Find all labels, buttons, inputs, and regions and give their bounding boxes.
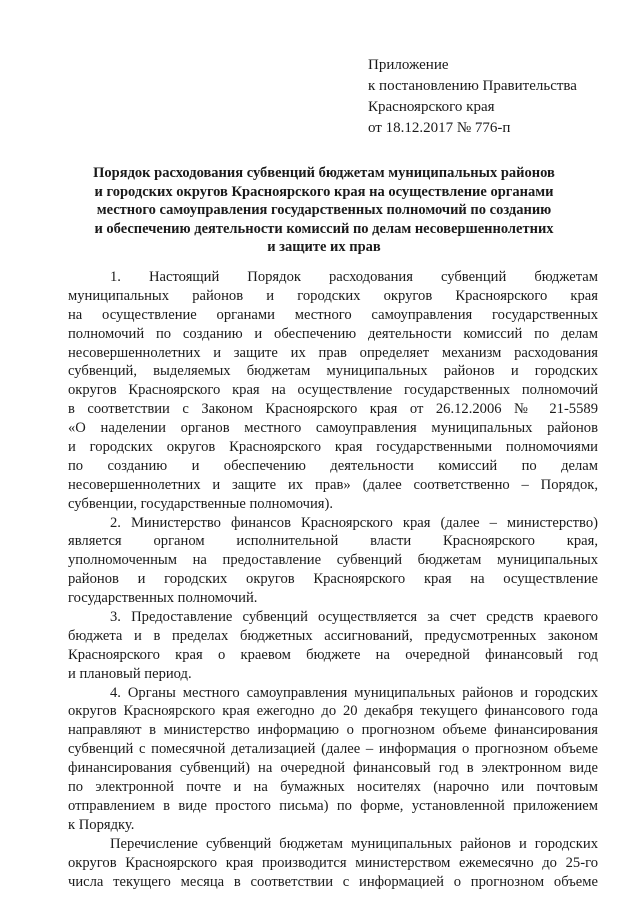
paragraph-3: [68, 608, 598, 684]
text-line: округов Красноярского края на осуществление государственных полномочий: [68, 382, 598, 399]
text-line: финансирования субвенций) на очередной финансовый год в электронном виде: [68, 760, 598, 777]
paragraph-1: [68, 268, 598, 514]
text-line: несовершеннолетних и защите их прав определяет механизм расходования: [68, 344, 598, 361]
title-line: и обеспечению деятельности комиссий по делам несовершеннолетних: [94, 220, 554, 237]
text-line: «О наделении органов местного самоуправления муниципальных районов: [68, 420, 598, 437]
text-line: Перечисление субвенций бюджетам муниципальных районов и городских: [110, 835, 598, 852]
text-line: округов Красноярского края производится министерством ежемесячно до 25-го: [68, 854, 598, 871]
text-line: муниципальных районов и городских округов Красноярского края: [68, 287, 598, 304]
text-line: несовершеннолетних и защите их прав» (далее соответственно – Порядок,: [68, 476, 598, 493]
text-line: Красноярского края о краевом бюджете на очередной финансовый год: [68, 646, 598, 663]
text-line: 1. Настоящий Порядок расходования субвенций бюджетам: [110, 269, 598, 285]
text-line: 4. Органы местного самоуправления муниципальных районов и городских: [110, 684, 598, 701]
text-line: государственных полномочий.: [68, 590, 258, 607]
appendix-line: Приложение: [368, 57, 449, 73]
title-line: и городских округов Красноярского края на осуществление органами: [94, 183, 554, 200]
text-line: и плановый период.: [68, 665, 192, 682]
text-line: на осуществление органами местного самоуправления государственных: [68, 306, 598, 323]
paragraph-2: [68, 514, 598, 608]
text-line: субвенции, государственные полномочия).: [68, 495, 334, 512]
text-line: полномочий по созданию и обеспечению деятельности комиссий по делам: [68, 325, 598, 342]
text-line: к Порядку.: [68, 816, 135, 833]
document-title: [60, 164, 588, 257]
paragraph-4: [68, 684, 598, 835]
text-line: субвенций с помесячной детализацией (далее – информация о прогнозном объеме: [68, 741, 598, 758]
text-line: по созданию и обеспечению деятельности комиссий по делам: [68, 457, 598, 474]
text-line: направляют в министерство информацию о прогнозном объеме финансирования: [68, 722, 598, 739]
appendix-header: [368, 55, 577, 139]
text-line: по электронной почте и на бумажных носителях (нарочно или почтовым: [68, 779, 598, 796]
text-line: отправлением в виде простого письма) по форме, установленной приложением: [68, 797, 598, 814]
text-line: районов и городских округов Красноярского края на осуществление: [68, 571, 598, 588]
title-line: Порядок расходования субвенций бюджетам муниципальных районов: [93, 165, 555, 181]
text-line: числа текущего месяца в соответствии с информацией о прогнозном объеме: [68, 873, 598, 890]
text-line: субвенций, выделяемых бюджетам муниципальных районов и городских: [68, 363, 598, 380]
text-line: является органом исполнительной власти Красноярского края,: [68, 533, 598, 550]
appendix-line: Красноярского края: [368, 99, 495, 115]
title-line: местного самоуправления государственных полномочий по созданию: [96, 202, 552, 218]
title-line: и защите их прав: [267, 239, 381, 255]
text-line: и городских округов Красноярского края государственными полномочиями: [68, 439, 598, 456]
text-line: в соответствии с Законом Красноярского края от 26.12.2006 № 21-5589: [68, 401, 598, 418]
appendix-line: от 18.12.2017 № 776-п: [368, 120, 511, 136]
document-body: [68, 268, 598, 891]
text-line: бюджета и в пределах бюджетных ассигнований, предусмотренных законом: [68, 627, 598, 644]
appendix-line: к постановлению Правительства: [368, 78, 577, 94]
text-line: уполномоченным на предоставление субвенций бюджетам муниципальных: [68, 552, 598, 569]
text-line: 3. Предоставление субвенций осуществляется за счет средств краевого: [110, 609, 598, 626]
paragraph-5: [68, 835, 598, 892]
text-line: округов Красноярского края ежегодно до 20 декабря текущего финансового года: [68, 703, 598, 720]
text-line: 2. Министерство финансов Красноярского края (далее – министерство): [110, 514, 598, 531]
